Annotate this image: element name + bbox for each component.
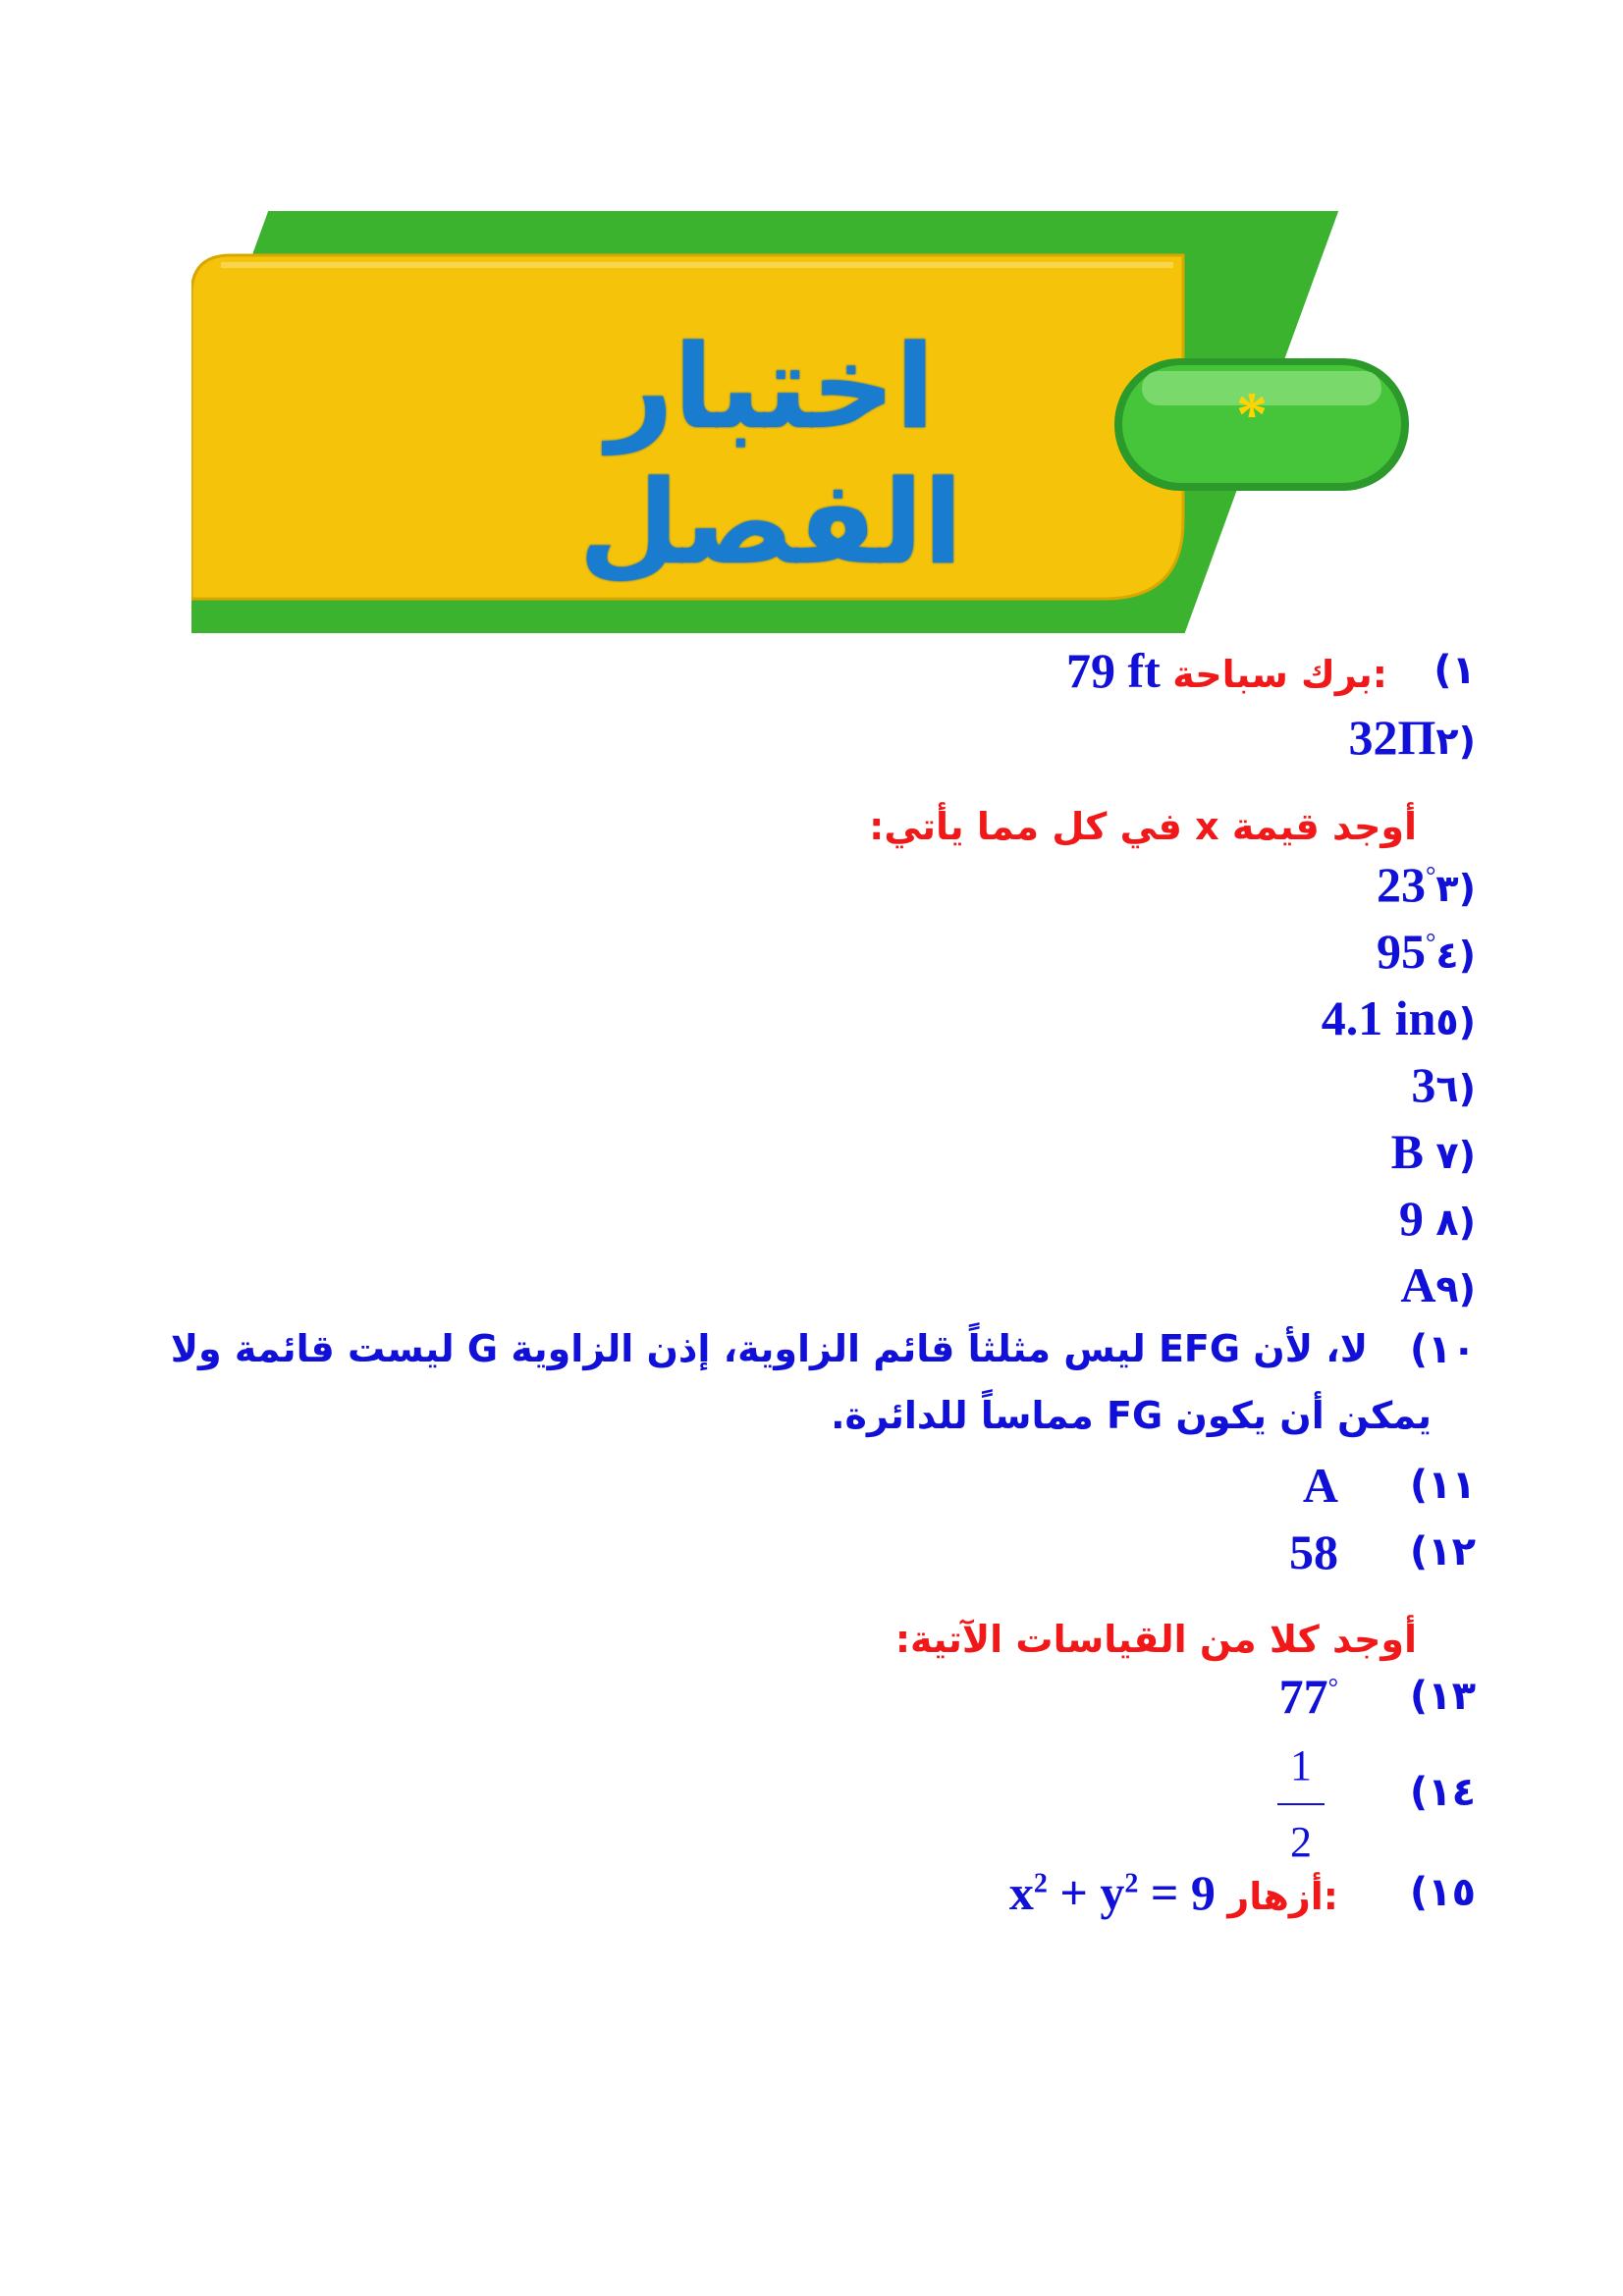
chapter-banner [191,206,1438,638]
item-answer: A٩) [1400,1257,1476,1312]
numerator: 1 [1290,1741,1312,1789]
item-text-line-1: لا، لأن EFG ليس مثلثاً قائم الزاوية، إذن الزاوية G ليست قائمة ولا [170,1327,1368,1370]
item-answer: 95°٤) [1377,924,1476,979]
list-item [0,1257,1623,1321]
list-item [0,857,1623,921]
chapter-title: اختبار الفصل [578,319,963,590]
item-answer: A [1302,1458,1338,1513]
list-item [0,643,1623,707]
item-number: ١٤) [1409,1770,1476,1815]
section-heading: أوجد قيمة x في كل مما يأتي: [869,805,1417,848]
item-answer: 77° [1278,1669,1338,1724]
item-answer: 32Π٢) [1348,710,1476,765]
list-item [0,1057,1623,1121]
item-answer: 23°٣) [1377,857,1476,912]
fraction-bar [1277,1803,1325,1805]
list-item [0,1524,1623,1588]
list-item [0,990,1623,1054]
item-answer: 3٦) [1411,1057,1476,1112]
denominator: 2 [1290,1818,1312,1866]
item-text-line-2: يمكن أن يكون FG مماساً للدائرة. [831,1394,1432,1437]
list-item [0,1865,1623,1929]
list-item [0,1458,1623,1522]
list-item [0,1741,1623,1866]
list-item [0,1191,1623,1255]
item-answer: 79 ft برك سباحة: [1065,643,1387,698]
section-heading: أوجد كلا من القياسات الآتية: [894,1618,1417,1661]
item-answer: 58 [1289,1524,1338,1579]
item-number: ١٢) [1409,1529,1476,1575]
list-item [0,1669,1623,1733]
fraction [1271,1742,1330,1866]
list-item [0,1124,1623,1188]
list-item [0,710,1623,774]
item-number: ١١) [1409,1463,1476,1508]
item-answer: $x^2 + y^2 = 9$ أزهار: [1008,1865,1338,1920]
item-answer: 9 ٨) [1398,1191,1476,1246]
list-item [0,924,1623,988]
item-number: ١) [1434,648,1476,693]
item-number: ١٣) [1409,1674,1476,1719]
list-item [0,1327,1623,1455]
star-icon: * [1236,379,1268,449]
item-number: ١٥) [1409,1870,1476,1915]
item-answer: 4.1 in٥) [1321,990,1476,1045]
item-answer: B ٧) [1390,1124,1476,1179]
item-number: ١٠) [1409,1327,1476,1372]
